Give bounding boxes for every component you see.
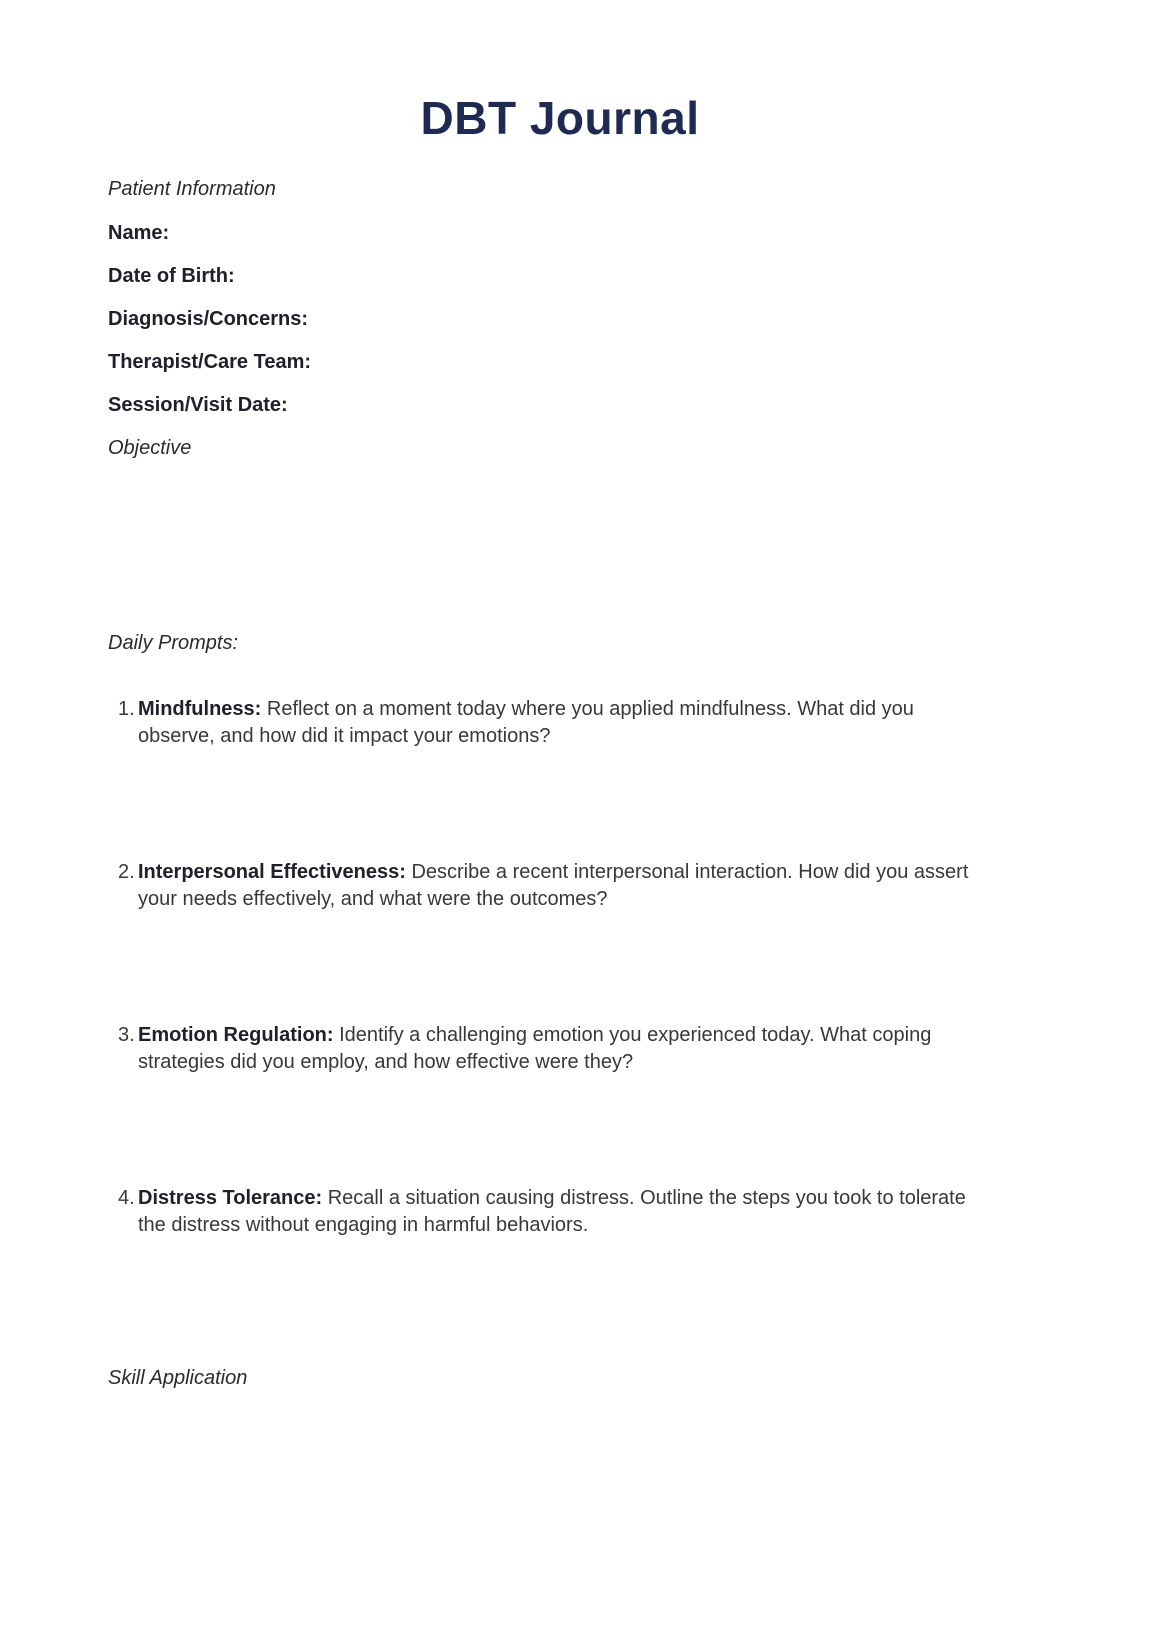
prompt-question-mindfulness: Reflect on a moment today where you applied mindfulness. What did you observe, and how did it impact your emotions? [138, 698, 914, 747]
prompt-question-interpersonal-effectiveness: Describe a recent interpersonal interaction. How did you assert your needs effectively, and what were the outcomes? [138, 861, 969, 910]
prompt-label-emotion-regulation: Emotion Regulation: [138, 1024, 334, 1046]
prompt-label-mindfulness: Mindfulness: [138, 698, 262, 720]
prompt-label-interpersonal-effectiveness: Interpersonal Effectiveness: [138, 861, 406, 883]
field-label-date-of-birth: Date of Birth: [108, 265, 235, 287]
prompt-item-distress-tolerance [108, 1185, 1096, 1239]
prompt-item-emotion-regulation [108, 1022, 1096, 1076]
field-value-session-visit-date[interactable] [293, 396, 613, 416]
objective-writing-area[interactable] [108, 460, 1096, 632]
prompt-body-mindfulness [138, 696, 983, 750]
skill-application-heading: Skill Application [108, 1367, 248, 1389]
prompt-number-2: 2. [118, 861, 135, 883]
prompt-answer-space-interpersonal-effectiveness[interactable] [108, 913, 1096, 1022]
document-title: DBT Journal [420, 92, 700, 144]
field-label-diagnosis-concerns: Diagnosis/Concerns: [108, 308, 309, 330]
field-row-session-visit-date [108, 394, 1096, 417]
field-value-therapist-care-team[interactable] [317, 353, 637, 373]
prompt-item-mindfulness [108, 696, 1096, 750]
field-label-therapist-care-team: Therapist/Care Team: [108, 351, 312, 373]
field-value-date-of-birth[interactable] [240, 267, 560, 287]
field-label-name: Name: [108, 222, 170, 244]
daily-prompts-list [108, 696, 1096, 1239]
prompt-question-emotion-regulation: Identify a challenging emotion you experienced today. What coping strategies did you employ, and how effective were they? [138, 1024, 932, 1073]
objective-heading: Objective [108, 437, 192, 459]
prompt-question-distress-tolerance: Recall a situation causing distress. Outline the steps you took to tolerate the distress without engaging in harmful behaviors. [138, 1187, 966, 1236]
prompt-answer-space-mindfulness[interactable] [108, 750, 1096, 859]
prompt-body-emotion-regulation [138, 1022, 983, 1076]
field-row-name [108, 222, 1096, 245]
prompt-answer-space-emotion-regulation[interactable] [108, 1076, 1096, 1185]
daily-prompts-heading: Daily Prompts: [108, 632, 239, 654]
patient-information-heading: Patient Information [108, 178, 276, 200]
prompt-number-3: 3. [118, 1024, 135, 1046]
field-row-therapist-care-team [108, 351, 1096, 374]
prompt-body-distress-tolerance [138, 1185, 983, 1239]
field-label-session-visit-date: Session/Visit Date: [108, 394, 288, 416]
field-row-diagnosis-concerns [108, 308, 1096, 331]
prompt-number-4: 4. [118, 1187, 135, 1209]
prompt-number-1: 1. [118, 698, 135, 720]
field-value-diagnosis-concerns[interactable] [314, 310, 634, 330]
prompt-body-interpersonal-effectiveness [138, 859, 983, 913]
document-content [0, 178, 1176, 1590]
prompt-label-distress-tolerance: Distress Tolerance: [138, 1187, 323, 1209]
field-value-name[interactable] [175, 224, 495, 244]
skill-application-writing-area[interactable] [108, 1390, 1096, 1590]
prompt-item-interpersonal-effectiveness [108, 859, 1096, 913]
field-row-date-of-birth [108, 265, 1096, 288]
